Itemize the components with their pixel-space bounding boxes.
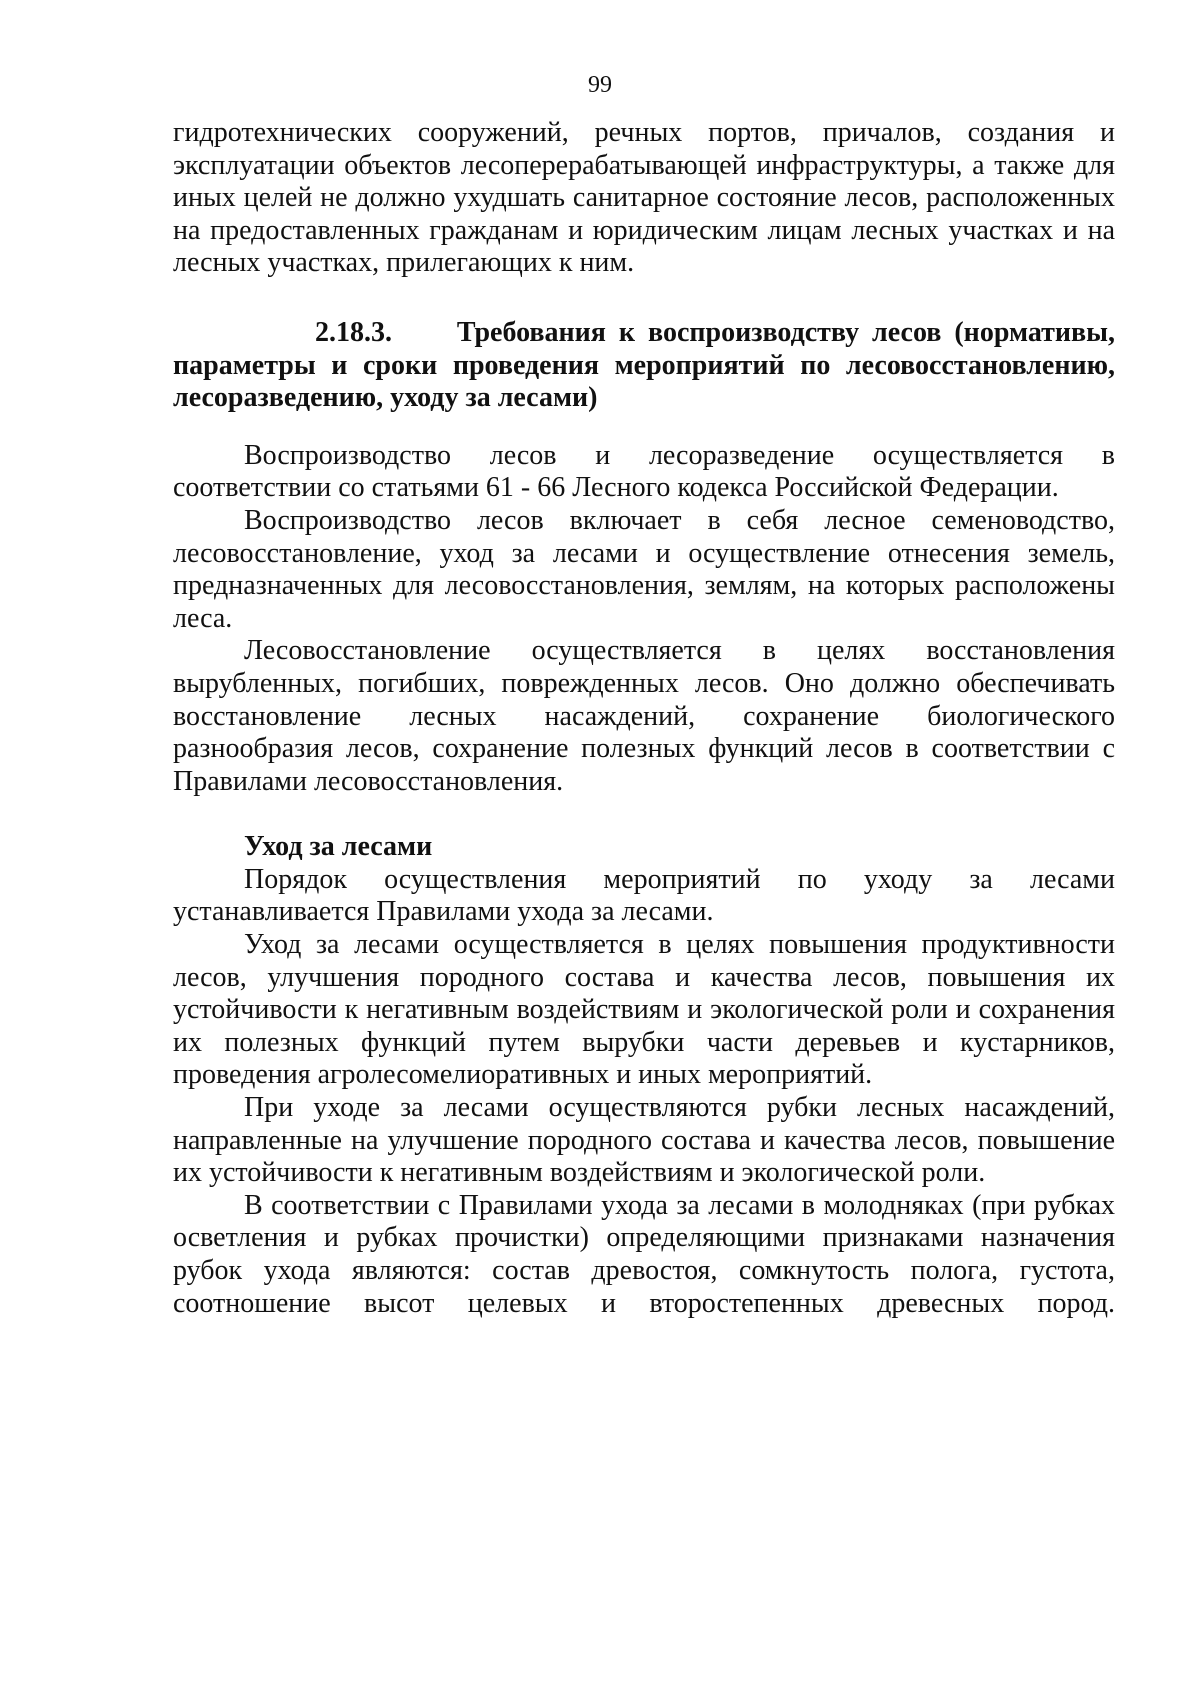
subsection-paragraph: Уход за лесами осуществляется в целях повышения продуктивности лесов, улучшения породного состава и качества лесов, повышения их устойчивости к негативным воздействиям и экологической роли и сохранения их полезных функций путем вырубки части деревьев и кустарников, проведения агролесомелиоративных и иных мероприятий. <box>173 929 1115 1091</box>
subsection-paragraph: В соответствии с Правилами ухода за лесами в молодняках (при рубках осветления и рубках прочистки) определяющими признаками назначения рубок ухода являются: состав древостоя, сомкнутость полога, густота, соотношение высот целевых и второстепенных древесных пород. <box>173 1189 1115 1319</box>
section-number: 2.18.3. <box>315 316 392 348</box>
section-heading <box>173 317 1115 415</box>
section-paragraph: Воспроизводство лесов включает в себя лесное семеноводство, лесовосстановление, уход за лесами и осуществление отнесения земель, предназначенных для лесовосстановления, землям, на которых расположены леса. <box>173 504 1115 634</box>
page-body <box>173 117 1115 1320</box>
intro-paragraph: гидротехнических сооружений, речных портов, причалов, создания и эксплуатации объектов лесоперерабатывающей инфраструктуры, а также для иных целей не должно ухудшать санитарное состояние лесов, расположенных на предоставленных гражданам и юридическим лицам лесных участках и на лесных участках, прилегающих к ним. <box>173 117 1115 279</box>
subsection-paragraph: Порядок осуществления мероприятий по уходу за лесами устанавливается Правилами ухода за лесами. <box>173 863 1115 928</box>
page-number: 99 <box>588 72 612 98</box>
subsection-heading: Уход за лесами <box>244 831 433 863</box>
subsection-paragraph: При уходе за лесами осуществляются рубки лесных насаждений, направленные на улучшение породного состава и качества лесов, повышение их устойчивости к негативным воздействиям и экологической роли. <box>173 1092 1115 1189</box>
section-paragraph: Воспроизводство лесов и лесоразведение осуществляется в соответствии со статьями 61 - 66 Лесного кодекса Российской Федерации. <box>173 439 1115 504</box>
section-paragraph: Лесовосстановление осуществляется в целях восстановления вырубленных, погибших, поврежденных лесов. Оно должно обеспечивать восстановление лесных насаждений, сохранение биологического разнообразия лесов, сохранение полезных функций лесов в соответствии с Правилами лесовосстановления. <box>173 635 1115 797</box>
section-title: Требования к воспроизводству лесов (нормативы, параметры и сроки проведения мероприятий по лесовосстановлению, лесоразведению, уходу за лесами) <box>173 316 1115 414</box>
